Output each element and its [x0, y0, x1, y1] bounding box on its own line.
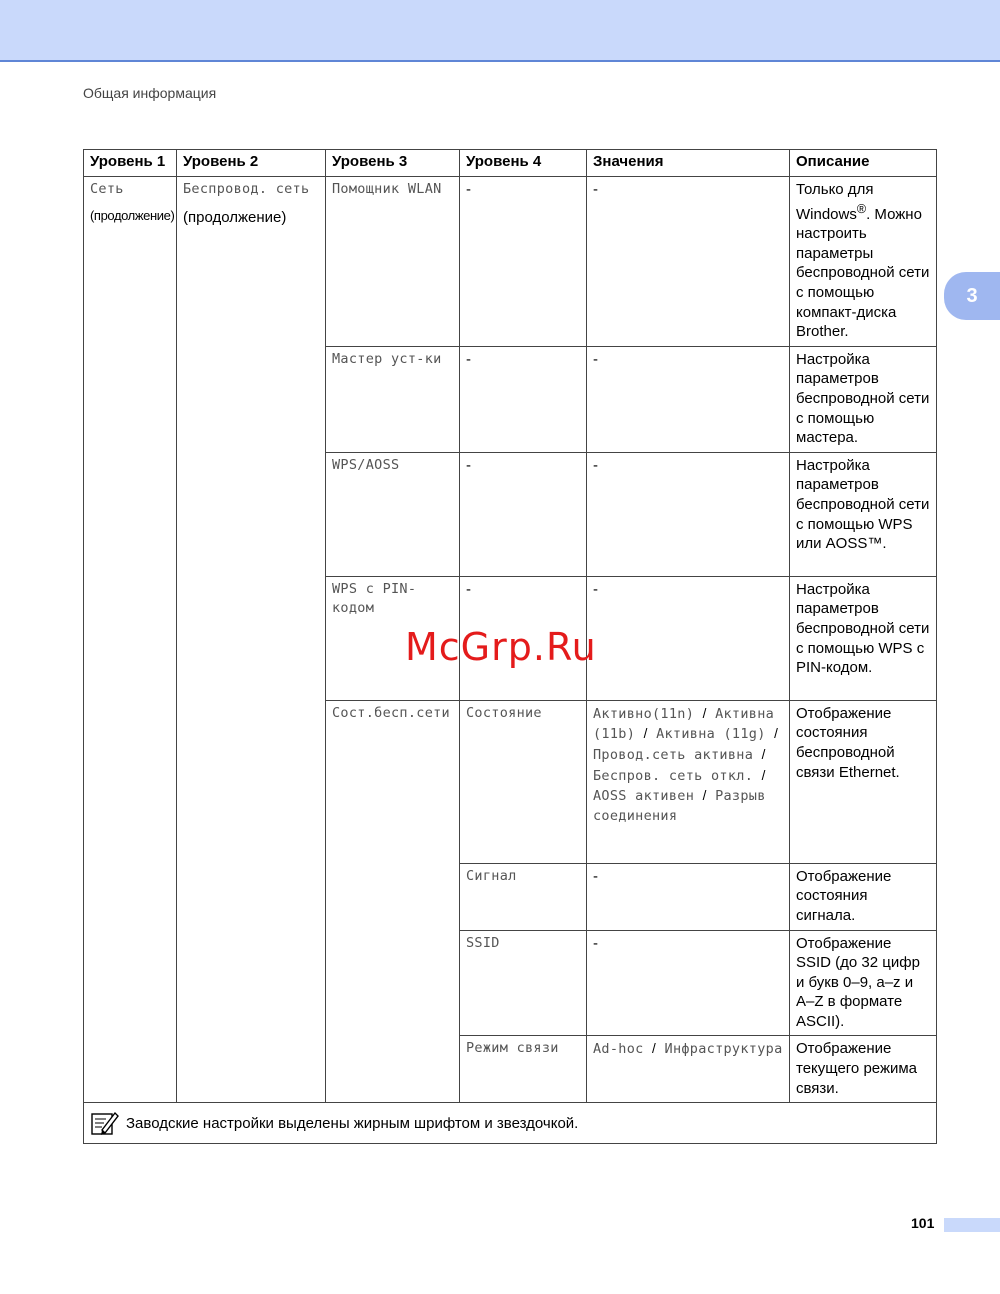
header-values: Значения [587, 150, 790, 177]
value-option: Разрыв соединения [593, 788, 766, 824]
level3-cell: Помощник WLAN [326, 177, 460, 347]
description-cell: Настройка параметров беспроводной сети с помощью мастера. [790, 346, 937, 452]
value-cell: - [587, 346, 790, 452]
description-cell: Отображение SSID (до 32 цифр и букв 0–9, a–z и A–Z в формате ASCII). [790, 930, 937, 1036]
description-cell: Отображение состояния беспроводной связи Ethernet. [790, 700, 937, 863]
level3-cell: WPS с PIN-кодом [326, 576, 460, 700]
running-head: Общая информация [83, 85, 217, 101]
value-cell: - [587, 452, 790, 576]
description-text: Только для Windows [796, 181, 874, 223]
note-cell [84, 1103, 937, 1144]
header-level3: Уровень 3 [326, 150, 460, 177]
registered-mark: ® [856, 201, 867, 216]
header-level2: Уровень 2 [177, 150, 326, 177]
value-cell: - [587, 930, 790, 1036]
watermark: McGrp.Ru [405, 625, 597, 669]
level2-continued: (продолжение) [183, 208, 287, 226]
value-cell: - [587, 863, 790, 930]
note-pencil-icon [90, 1109, 120, 1137]
description-cell: Отображение текущего режима связи. [790, 1036, 937, 1103]
level2-name: Беспровод. сеть [183, 181, 310, 197]
header-description: Описание [790, 150, 937, 177]
description-cell: Настройка параметров беспроводной сети с помощью WPS с PIN-кодом. [790, 576, 937, 700]
level4-cell: Состояние [460, 700, 587, 863]
description-cell: Отображение состояния сигнала. [790, 863, 937, 930]
value-cell: Ad-hoc / Инфраструктура [587, 1036, 790, 1103]
table-row [84, 177, 937, 347]
header-level4: Уровень 4 [460, 150, 587, 177]
description-cell [790, 177, 937, 347]
chapter-tab[interactable]: 3 [944, 272, 1000, 320]
table-header-row [84, 150, 937, 177]
top-banner [0, 0, 1000, 62]
level2-cell [177, 177, 326, 1103]
value-option: Активно(11n) [593, 705, 695, 722]
level4-cell: - [460, 177, 587, 347]
value-option: Провод.сеть активна [593, 746, 754, 763]
level3-cell: Мастер уст-ки [326, 346, 460, 452]
header-level1: Уровень 1 [84, 150, 177, 177]
value-option: Беспров. сеть откл. [593, 767, 754, 784]
page-number: 101 [911, 1215, 935, 1231]
level3-cell: Сост.бесп.сети [326, 700, 460, 1103]
level3-cell: WPS/AOSS [326, 452, 460, 576]
level4-cell: SSID [460, 930, 587, 1036]
description-text-cont: . Можно настроить параметры беспроводной сети с помощью компакт-диска Brother. [796, 205, 930, 341]
value-option: AOSS активен [593, 788, 695, 805]
level4-cell: Режим связи [460, 1036, 587, 1103]
value-option: Активна (11g) [656, 726, 766, 743]
note-text: Заводские настройки выделены жирным шрифтом и звездочкой. [126, 1114, 579, 1132]
value-option: Активна (11b) [593, 705, 775, 743]
footer-bar [944, 1218, 1000, 1232]
value-cell: - [587, 576, 790, 700]
level4-cell: Сигнал [460, 863, 587, 930]
level1-name: Сеть [90, 181, 124, 197]
level4-cell: - [460, 452, 587, 576]
level4-cell: - [460, 576, 587, 700]
value-cell: Активно(11n) / Активна (11b) / Активна (11g) / Провод.сеть активна / Беспров. сеть откл. / AOSS активен / Разрыв соединения [587, 700, 790, 863]
level1-continued: (продолжение) [90, 207, 175, 223]
value-option: Ad-hoc [593, 1041, 644, 1058]
description-cell: Настройка параметров беспроводной сети с помощью WPS или AOSS™. [790, 452, 937, 576]
value-cell: - [587, 177, 790, 347]
note-row [84, 1103, 937, 1144]
level1-cell [84, 177, 177, 1103]
value-option: Инфраструктура [664, 1041, 783, 1058]
level4-cell: - [460, 346, 587, 452]
